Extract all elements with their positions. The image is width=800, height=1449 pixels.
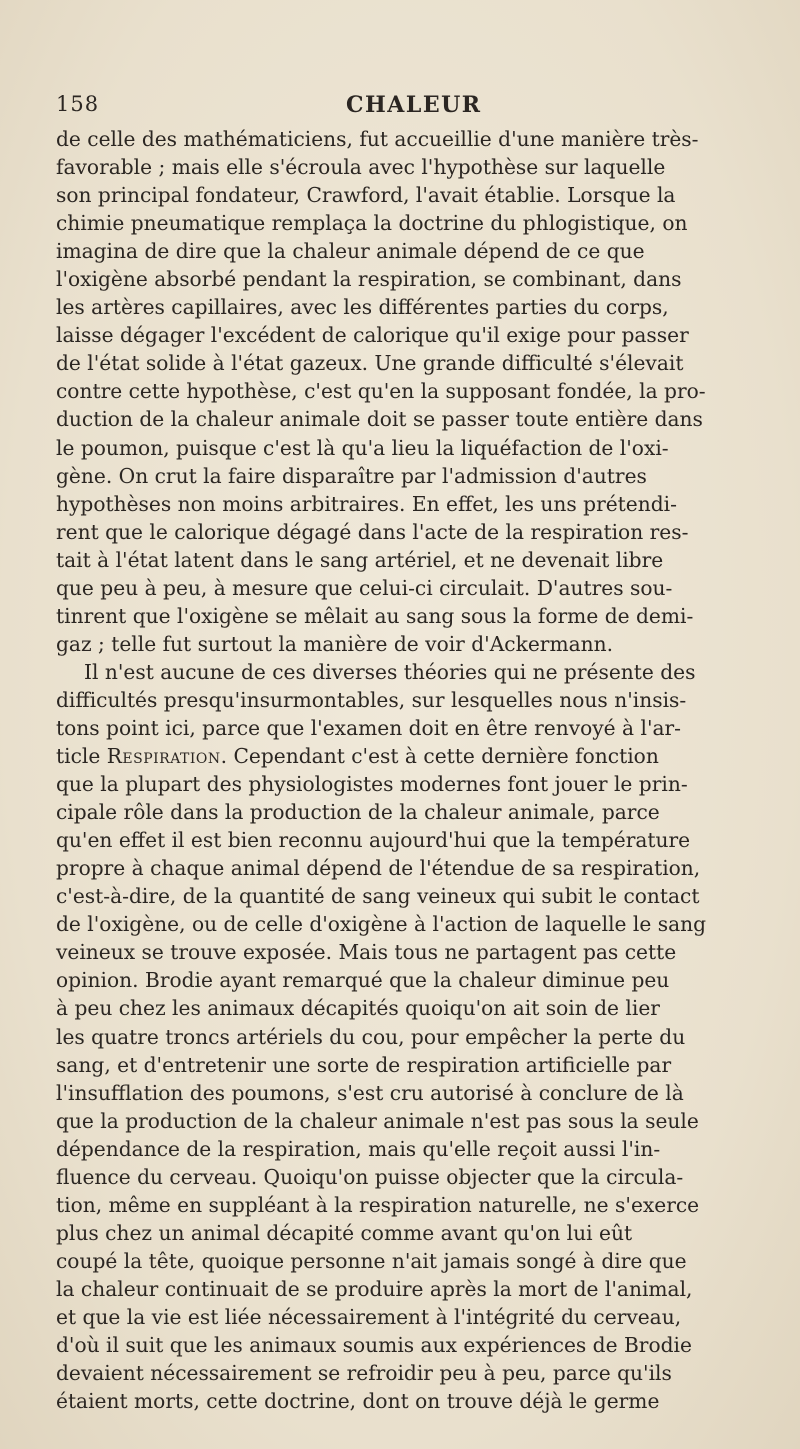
text-line: Il n'est aucune de ces diverses théories qui ne présente des bbox=[84, 659, 696, 684]
page-header bbox=[56, 92, 744, 126]
text-line: tion, même en suppléant à la respiration naturelle, ne s'exerce bbox=[56, 1192, 700, 1217]
text-line: à peu chez les animaux décapités quoiqu'on ait soin de lier bbox=[56, 996, 660, 1021]
text-line: le poumon, puisque c'est là qu'a lieu la liquéfaction de l'oxi- bbox=[56, 435, 669, 460]
page-number: 158 bbox=[56, 92, 100, 116]
running-head: CHALEUR bbox=[346, 92, 482, 118]
text-line: contre cette hypothèse, c'est qu'en la supposant fondée, la pro- bbox=[56, 379, 706, 404]
text-line: opinion. Brodie ayant remarqué que la chaleur diminue peu bbox=[56, 968, 670, 993]
text-line: de celle des mathématiciens, fut accueillie d'une manière très- bbox=[56, 127, 699, 151]
text-line: sang, et d'entretenir une sorte de respiration artificielle par bbox=[56, 1052, 672, 1077]
text-line: l'oxigène absorbé pendant la respiration, se combinant, dans bbox=[56, 267, 682, 292]
text-line: tons point ici, parce que l'examen doit en être renvoyé à l'ar- bbox=[56, 715, 682, 740]
text-line: veineux se trouve exposée. Mais tous ne partagent pas cette bbox=[56, 940, 677, 965]
text-line: chimie pneumatique remplaça la doctrine du phlogistique, on bbox=[56, 211, 688, 236]
text-line: que la production de la chaleur animale n'est pas sous la seule bbox=[56, 1108, 699, 1133]
text-line: gaz ; telle fut surtout la manière de voir d'Ackermann. bbox=[56, 631, 614, 656]
text-line: hypothèses non moins arbitraires. En effet, les uns prétendi- bbox=[56, 491, 677, 516]
text-line: tinrent que l'oxigène se mêlait au sang sous la forme de demi- bbox=[56, 603, 694, 628]
text-line: favorable ; mais elle s'écroula avec l'hypothèse sur laquelle bbox=[56, 155, 666, 180]
text-line: que la plupart des physiologistes modernes font jouer le prin- bbox=[56, 772, 688, 797]
text-line: laisse dégager l'excédent de calorique qu'il exige pour passer bbox=[56, 323, 689, 348]
text-line: de l'oxigène, ou de celle d'oxigène à l'action de laquelle le sang bbox=[56, 912, 707, 937]
text-line: propre à chaque animal dépend de l'étendue de sa respiration, bbox=[56, 856, 701, 881]
text-line: coupé la tête, quoique personne n'ait jamais songé à dire que bbox=[56, 1248, 687, 1273]
text-line: les quatre troncs artériels du cou, pour empêcher la perte du bbox=[56, 1024, 686, 1049]
body-text bbox=[56, 125, 796, 1415]
text-line: devaient nécessairement se refroidir peu à peu, parce qu'ils bbox=[56, 1361, 672, 1386]
text-line: qu'en effet il est bien reconnu aujourd'hui que la température bbox=[56, 828, 691, 853]
text-line: son principal fondateur, Crawford, l'avait établie. Lorsque la bbox=[56, 183, 676, 208]
text-fragment: ticle bbox=[56, 744, 107, 769]
text-line: imagina de dire que la chaleur animale dépend de ce que bbox=[56, 239, 645, 264]
text-line: et que la vie est liée nécessairement à l'intégrité du cerveau, bbox=[56, 1304, 682, 1329]
text-line: plus chez un animal décapité comme avant qu'on lui eût bbox=[56, 1220, 633, 1245]
text-line: d'où il suit que les animaux soumis aux expériences de Brodie bbox=[56, 1333, 692, 1358]
text-line: que peu à peu, à mesure que celui-ci circulait. D'autres sou- bbox=[56, 575, 673, 600]
text-line: gène. On crut la faire disparaître par l'admission d'autres bbox=[56, 463, 647, 488]
text-line: de l'état solide à l'état gazeux. Une grande difficulté s'élevait bbox=[56, 351, 684, 376]
text-line: fluence du cerveau. Quoiqu'on puisse objecter que la circula- bbox=[56, 1164, 684, 1189]
text-line: tait à l'état latent dans le sang artériel, et ne devenait libre bbox=[56, 547, 664, 572]
text-line: difficultés presqu'insurmontables, sur lesquelles nous n'insis- bbox=[56, 687, 687, 712]
text-line: rent que le calorique dégagé dans l'acte de la respiration res- bbox=[56, 519, 689, 544]
text-line: cipale rôle dans la production de la chaleur animale, parce bbox=[56, 800, 660, 825]
text-line: étaient morts, cette doctrine, dont on trouve déjà le germe bbox=[56, 1389, 660, 1414]
text-line: c'est-à-dire, de la quantité de sang veineux qui subit le contact bbox=[56, 884, 700, 909]
text-fragment: . Cependant c'est à cette dernière fonction bbox=[220, 744, 659, 769]
article-reference: Respiration bbox=[106, 744, 221, 769]
text-line: dépendance de la respiration, mais qu'elle reçoit aussi l'in- bbox=[56, 1136, 661, 1161]
text-line: la chaleur continuait de se produire après la mort de l'animal, bbox=[56, 1276, 693, 1301]
text-line: duction de la chaleur animale doit se passer toute entière dans bbox=[56, 407, 703, 432]
text-line: l'insufflation des poumons, s'est cru autorisé à conclure de là bbox=[56, 1080, 684, 1105]
text-line bbox=[56, 742, 796, 770]
text-line: les artères capillaires, avec les différentes parties du corps, bbox=[56, 295, 669, 320]
